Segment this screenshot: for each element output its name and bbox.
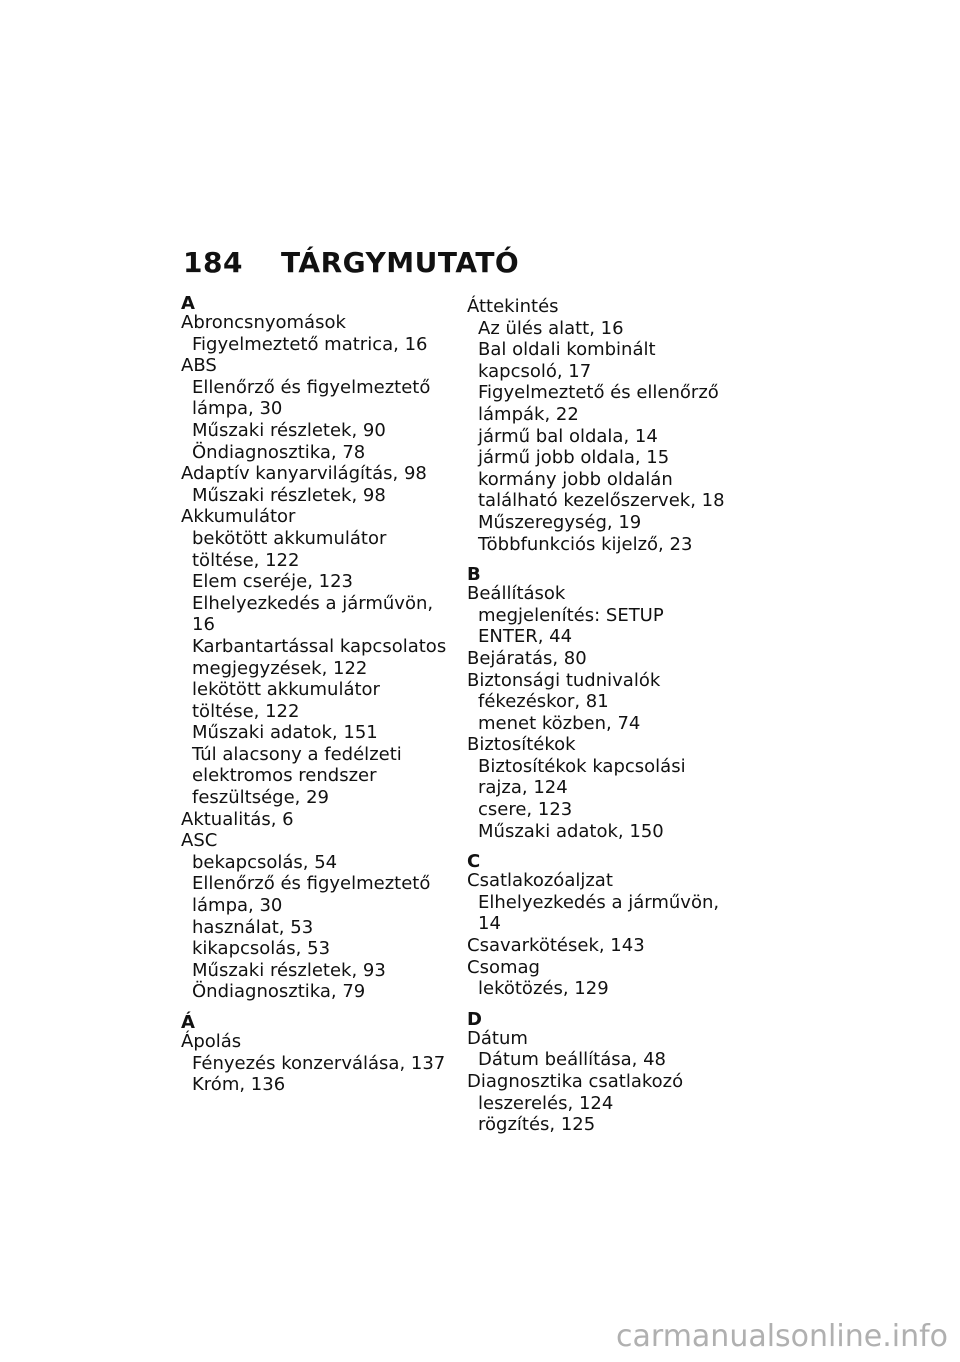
index-entry: Akkumulátor (181, 506, 296, 528)
index-subentry: lekötözés, 129 (478, 978, 609, 1000)
index-entry: Aktualitás, 6 (181, 808, 294, 830)
index-subentry: Fényezés konzerválása, 137 (192, 1052, 446, 1074)
watermark: carmanualsonline.info (616, 1319, 948, 1354)
index-subentry: lámpák, 22 (478, 403, 579, 425)
index-subentry: bekötött akkumulátor (192, 527, 387, 549)
index-subentry: rögzítés, 125 (478, 1114, 596, 1136)
index-subentry: Elhelyezkedés a járművön, 16 (192, 592, 434, 636)
index-subentry: menet közben, 74 (478, 712, 641, 734)
index-subentry: jármű jobb oldala, 15 (478, 447, 670, 469)
section-letter-a: A (181, 293, 195, 314)
index-subentry: kikapcsolás, 53 (192, 938, 331, 960)
index-entry: Áttekintés (467, 296, 559, 317)
page-number: 184 (183, 246, 243, 279)
index-entry: ABS (181, 355, 217, 377)
page-title: TÁRGYMUTATÓ (281, 246, 520, 279)
index-entry: Bejáratás, 80 (467, 647, 587, 669)
index-subentry: Műszaki adatok, 151 (192, 722, 378, 744)
section-letter-b: B (467, 564, 481, 586)
index-subentry: jármű bal oldala, 14 (478, 425, 658, 447)
index-subentry: töltése, 122 (192, 549, 300, 571)
index-entry: Adaptív kanyarvilágítás, 98 (181, 463, 427, 485)
index-entry: Csatlakozóaljzat (467, 870, 613, 892)
index-entry: ASC (181, 830, 218, 852)
index-subentry: Biztosítékok kapcsolási (478, 755, 686, 777)
index-subentry: Figyelmeztető és ellenőrző (478, 382, 719, 404)
index-entry: Dátum (467, 1027, 528, 1049)
index-subentry: található kezelőszervek, 18 (478, 490, 725, 512)
index-subentry: Műszaki részletek, 93 (192, 959, 386, 981)
index-column-left (181, 293, 451, 1096)
index-entry: Beállítások (467, 583, 566, 605)
index-subentry: kormány jobb oldalán (478, 468, 673, 490)
index-subentry: Öndiagnosztika, 78 (192, 441, 366, 463)
index-subentry: Műszaki részletek, 98 (192, 484, 386, 506)
index-subentry: Elem cseréje, 123 (192, 571, 354, 593)
section-letter-d: D (467, 1008, 482, 1030)
index-entry: Ápolás (181, 1031, 242, 1052)
index-subentry: Ellenőrző és figyelmeztető (192, 376, 431, 398)
index-subentry: lekötött akkumulátor (192, 679, 380, 701)
index-subentry: Többfunkciós kijelző, 23 (478, 533, 693, 555)
index-subentry: Műszaki részletek, 90 (192, 419, 386, 441)
index-subentry: rajza, 124 (478, 777, 568, 799)
index-subentry: Öndiagnosztika, 79 (192, 981, 366, 1003)
index-subentry: Dátum beállítása, 48 (478, 1049, 666, 1071)
index-subentry: Figyelmeztető matrica, 16 (192, 333, 428, 355)
index-subentry: Túl alacsony a fedélzeti (192, 743, 402, 765)
index-subentry: Műszeregység, 19 (478, 511, 642, 533)
index-subentry: elektromos rendszer (192, 765, 377, 787)
index-subentry: Króm, 136 (192, 1074, 286, 1096)
index-entry: Diagnosztika csatlakozó (467, 1071, 684, 1092)
index-subentry: fékezéskor, 81 (478, 691, 609, 713)
index-entry: Abroncsnyomások (181, 312, 346, 333)
index-subentry: lámpa, 30 (192, 895, 283, 917)
index-subentry: csere, 123 (478, 799, 573, 821)
index-subentry: Karbantartással kapcsolatos (192, 635, 447, 657)
index-subentry: bekapcsolás, 54 (192, 851, 338, 873)
index-entry: Biztonsági tudnivalók (467, 669, 661, 691)
index-subentry: leszerelés, 124 (478, 1092, 614, 1114)
index-subentry: Műszaki adatok, 150 (478, 820, 664, 842)
index-subentry: használat, 53 (192, 916, 314, 938)
index-subentry: töltése, 122 (192, 700, 300, 722)
index-subentry: Bal oldali kombinált (478, 339, 656, 361)
index-subentry: Az ülés alatt, 16 (478, 317, 624, 339)
section-letter-c: C (467, 851, 481, 873)
index-entry: Biztosítékok (467, 734, 576, 756)
index-column-right (467, 296, 737, 1136)
section-letter-a-acute: Á (181, 1012, 195, 1033)
index-subentry: lámpa, 30 (192, 398, 283, 420)
index-subentry: kapcsoló, 17 (478, 360, 592, 382)
index-subentry: Elhelyezkedés a járművön, 14 (478, 891, 720, 935)
index-subentry: megjelenítés: SETUP (478, 604, 664, 626)
index-subentry: megjegyzések, 122 (192, 657, 368, 679)
index-subentry: Ellenőrző és figyelmeztető (192, 873, 431, 895)
index-entry: Csavarkötések, 143 (467, 935, 645, 957)
index-subentry: feszültsége, 29 (192, 787, 330, 809)
index-subentry: ENTER, 44 (478, 626, 573, 648)
index-entry: Csomag (467, 956, 540, 978)
page-header (183, 246, 519, 279)
